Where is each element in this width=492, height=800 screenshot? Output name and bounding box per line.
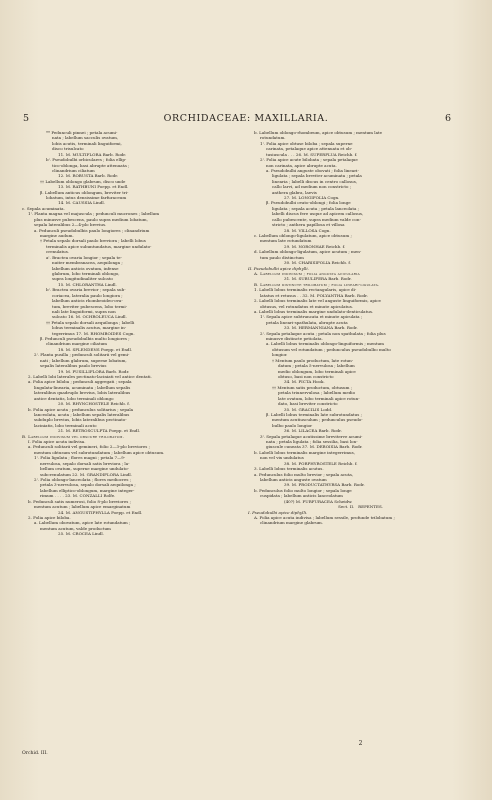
- text-line: β. Pseudobulbi ovato-oblongi ; folia longe: [266, 200, 351, 206]
- text-line: lanceolata, acuta ; labellum sepalis lateralibus: [34, 411, 130, 417]
- text-line: 12. M. ROBUSTA Barb. Rodr.: [58, 173, 118, 179]
- text-line: nata ; petala ligulata ; folia sessilia, basi lon-: [266, 439, 358, 445]
- text-line: tusiuscula . . . 26. M. SUPERFLUA Reichb. f.: [266, 151, 358, 157]
- text-line: mentum acutum ; labellum apice emarginatum: [34, 504, 131, 510]
- text-line: terminalis apice subuntundatus, margine undulato-: [46, 243, 152, 249]
- text-line: II. Pseudobulbi apice diphylli.: [248, 265, 309, 271]
- text-line: 1'. Folia ligulata ; flores magni ; petala 7—9-: [34, 455, 126, 461]
- text-line: b. Labelli lobus terminalis margine integerrimus,: [254, 449, 356, 455]
- text-line: 21. M. RETROSCULPTA Poepp. et Endl.: [58, 428, 141, 434]
- text-line: 15. M. CHLORANTHA Lindl.: [58, 281, 117, 287]
- text-line: non vel vix undulatus: [260, 455, 304, 461]
- text-line: a. Pedunculi pseudobulbis paulo longiores ; clinandrium: [34, 227, 150, 233]
- text-line: petala triunervulosa ; labellum medio: [278, 390, 356, 396]
- text-line: plus minusve pubescens, paulo supra medium lobatum,: [34, 216, 148, 222]
- text-line: mentum acutum, valde productum: [40, 525, 111, 531]
- text-line: b. Folia apice acuta ; pedunculus solitarius ; sepala: [28, 406, 134, 412]
- text-line: A. Labellum indivisum ; folia angusta acicularia: [254, 270, 360, 276]
- text-line: laciniatis, lobo terminali acuto: [34, 422, 97, 428]
- text-line: 2. Folia apice biloba.: [28, 514, 71, 520]
- signature-mark: Orchid. III.: [22, 751, 48, 756]
- text-line: clinandrium margine glabrum.: [260, 520, 323, 526]
- text-line: tegerrimus 17. M. RHOMBOIDES Cogn.: [52, 330, 135, 336]
- text-line: 38. M. PORPHYROSTELE Reichb. f.: [284, 460, 358, 466]
- text-line: 1'. Sepala apice subtruncata et minute apiculata ;: [260, 314, 363, 320]
- text-line: medio oblongum, lobo terminali apice: [278, 368, 356, 374]
- text-line: 19. M. PUSILLIFLORA Barb. Rodr.: [58, 368, 130, 374]
- text-line: a. Labelli lobus terminalis margine undulato-denticulatus.: [254, 308, 374, 314]
- text-line: nali late linguiformi, supra non: [52, 308, 116, 314]
- text-line: β. Labelli lobus terminalis late subrotundatus ;: [266, 411, 362, 417]
- text-line: labellum anticis rhombeoideo-ova-: [52, 298, 123, 304]
- text-line: non carinata, apice abrupte acuta.: [266, 162, 337, 168]
- text-line: c. Sepala acuminata.: [22, 205, 65, 211]
- text-line: obtusus, vel rotundatus et minute apiculatus.: [260, 303, 354, 309]
- text-line: coriacea, lateralia paulo longiora ;: [52, 292, 123, 298]
- text-line: petala 3-nervulosa, sepalo dorsali aequilonga ;: [40, 482, 136, 488]
- text-line: labellum elliptico-oblongum, margine integer-: [40, 487, 135, 493]
- text-line: 34. M. PICTA Hook.: [284, 379, 325, 385]
- text-line: sepalis lateralibus paulo brevius: [40, 363, 107, 369]
- text-line: 36. M. LILACEA Barb. Rodr.: [284, 428, 342, 434]
- text-line: callo larvi, ad medium non constricto ;: [272, 184, 352, 190]
- text-line: Sect. II. REPENTES.: [338, 504, 383, 510]
- text-line: b'. Bractea ovaria brevior ; sepala sub-: [46, 287, 126, 293]
- left-text-column: [22, 130, 247, 780]
- text-line: labellum anticis anguste ovatum: [260, 477, 327, 482]
- text-line: sulcato 16. M. OCHROLEUCA Lindl.: [52, 314, 127, 320]
- text-line: ligulata ; sepala breviter acuminata ; petala: [272, 173, 362, 179]
- text-line: I. Folia apice acuta indivisa.: [28, 439, 86, 445]
- text-line: 25. M. CROCEA Lindl.: [58, 531, 104, 537]
- text-line: 14. M. CAUSSIA Lindl.: [58, 200, 105, 206]
- text-line: minusve distincte petiolata.: [266, 336, 323, 342]
- text-line: a. Pedunculus folio multo brevior ; sepala acuta,: [254, 471, 354, 477]
- text-line: margine audum.: [40, 233, 74, 239]
- text-line: I. Pseudobulbi apice diphylli.: [248, 509, 308, 515]
- text-line: nata ; labellum sacculis ovatum,: [52, 135, 119, 141]
- text-line: anthera glabra, laevis: [272, 189, 317, 195]
- text-line: subduplo brevius, lobis lateralibus pectinato-: [34, 417, 127, 423]
- text-line: ligulata ; sepala acuta ; petala lanceolata ;: [272, 205, 360, 211]
- text-line: 1'. Planta magna vel majuscula ; pedunculi mucrones ; labellum: [28, 211, 160, 217]
- text-line: 27. M. LONGIFOLIA Cogn.: [284, 195, 340, 201]
- text-line: β. Labellum anticus oblongum, breviter tri-: [40, 189, 129, 195]
- text-line: 2'. Sepala petalaque acuta ; petala non spathulata ; folia plus: [260, 330, 386, 336]
- text-line: a. Pseudobulbi anguste obovati ; folia lineari-: [266, 167, 359, 173]
- text-line: lobis acutis, terminali linguiformi,: [52, 140, 122, 146]
- text-line: rimum . . . . 23. M. CONZALLI Rolfe.: [40, 493, 116, 499]
- text-line: mentum obtusum vel subrotundatum ; labellum apice obtusum.: [34, 449, 165, 455]
- text-line: linearia ; labelli discus in centro callosus,: [272, 178, 358, 184]
- text-line: lobus terminalis acutus, margine in-: [52, 325, 127, 331]
- text-line: ** Pedunculi pinnei ; petala acumi-: [46, 130, 118, 135]
- text-line: clinandrium ciliatum: [52, 167, 95, 173]
- text-line: glabrum, lobo terminali oblongo,: [52, 270, 120, 276]
- text-line: crenulatus.: [46, 249, 70, 255]
- text-line: giuscule cuneata 37. M. DEBOISIA Barb. Rodr.: [266, 444, 363, 450]
- text-line: lobatum, intus densissime farfuraceum: [46, 195, 127, 201]
- text-line: obtusum vel rotundatum ; pedunculus pseudobulbo multo: [272, 346, 391, 352]
- text-line: mentum late rotundatum: [260, 238, 312, 244]
- text-line: rotundatum.: [260, 135, 286, 141]
- text-line: a'. Bractea ovaria longior ; sepala te-: [46, 254, 122, 260]
- text-line: supra longitudinaliter sulcato: [52, 276, 113, 282]
- text-line: labelli discus fere usque ad apicem callosus,: [272, 211, 364, 217]
- text-line: 2. Labelli lobi laterales pectinato-laciniati vel antice dentati.: [28, 373, 152, 379]
- text-line: †† Mentum satis productum, obtusum ;: [272, 384, 353, 390]
- footer-page-number: 2: [358, 740, 363, 747]
- text-line: 11. M. MULTIFLORA Barb. Rodr.: [58, 151, 127, 157]
- text-line: dato, basi breviter constricto: [278, 401, 338, 407]
- text-line: (40?) M. FURFURACEA Scheidw.: [284, 498, 353, 504]
- text-line: 2'. Planta pusilla ; pedunculi solitarii vel gemi-: [34, 352, 130, 358]
- text-line: 2'. Folia apice acute bilobata ; sepala petalaque: [260, 157, 358, 163]
- text-line: bellum ovatum, superne margine undulato-: [40, 466, 129, 472]
- text-line: petala lineari-spathulata, abrupte acuta: [266, 319, 348, 325]
- text-line: β. Pedunculi pseudobulbis multo longiores ;: [40, 336, 130, 342]
- right-page-number: 6: [445, 113, 452, 124]
- text-line: 18. M. SPLENDENS Poepp. et Endl.: [58, 346, 133, 352]
- text-line: a. Pedunculi solitarii vel gemineri, folio 2—3-plo breviores ;: [28, 444, 151, 450]
- text-line: datum ; petala 5-nervulosa ; labellum: [278, 363, 355, 369]
- text-line: 28. M. VILLOSA Cogn.: [284, 227, 331, 233]
- text-line: disco trisulcato: [52, 146, 84, 152]
- text-line: 30. M. CHARISIFOLIA Reichb. f.: [284, 260, 352, 266]
- text-line: longior.: [272, 352, 288, 358]
- text-line: mentum acutiusculum ; pedunculus pseudo-: [272, 417, 363, 423]
- text-line: nervulosa, sepalo dorsali satis breviora ; la-: [40, 460, 130, 466]
- text-line: A. Folia apice acuta indivisa ; labellum sessile, profunde trilobatum ;: [254, 514, 395, 520]
- text-line: subcrenulatum 22. M. GRANDIFLORA Lindl.: [40, 471, 132, 477]
- text-line: antice dentatis, lobo terminali oblongo: [34, 395, 114, 401]
- text-line: tico-oblonga, basi abrupte attenuata ;: [52, 162, 130, 168]
- text-line: B. Labellum indivisum vel obscure trilobatum.: [22, 433, 125, 439]
- text-line: 1. Labelli lobus terminalis rectangularis, apice di-: [254, 287, 357, 293]
- text-line: 24. M. ANGUSTIPHYLLA Poepp. et Endl.: [58, 509, 143, 515]
- text-line: nuiter membranacea, aequilonga ;: [52, 260, 123, 266]
- running-title: ORCHIDACEAE: MAXILLARIA.: [163, 113, 329, 124]
- text-line: 13. M. RATHBUNI Poepp. et Endl.: [58, 184, 129, 190]
- text-line: 31. M. SUBULIFERA Barb. Rodr.: [284, 276, 352, 282]
- text-line: †† Petala sepalo dorsali aequilonga ; labelli: [46, 319, 135, 325]
- text-line: 39. M. PRODUCTATHYRSA Barb. Rodr.: [284, 482, 365, 488]
- text-line: 29. M. NORONHAE Reichb. f.: [284, 243, 346, 249]
- text-line: cuspidata ; labellum anticis lanceolatum: [260, 493, 343, 499]
- text-line: a. Folia apice biloba ; pedunculi aggregati ; sepala: [28, 379, 132, 385]
- text-line: 2. Labelli lobus terminalis late vel anguste linguiformis, apice: [254, 298, 381, 304]
- text-line: bulbo paulo longior: [272, 422, 313, 428]
- text-line: a. Labellum obovatum, apice late rotundatum ;: [34, 520, 131, 526]
- text-line: stricto ; anthera papillosa et villosa: [272, 222, 345, 228]
- page-header: [0, 113, 492, 127]
- text-line: 2'. Folia oblongo-lanceolata ; flores mediocres ;: [34, 477, 132, 482]
- text-line: sepala lateralibus 2—4-plo brevius.: [34, 222, 107, 228]
- text-line: 3. Labelli lobus terminalis acutus.: [254, 466, 324, 472]
- text-line: nati ; labellum glabrum, superne lobatum,: [40, 357, 127, 363]
- text-line: a. Labelli lobus terminalis oblongo-linguiformis ; mentum: [266, 341, 384, 347]
- text-line: b. Pedunculus folio multo longior ; sepala longe: [254, 487, 352, 493]
- text-line: 1'. Folia apice obtuse biloba ; sepala superne: [260, 140, 353, 146]
- text-line: lingulata-linearia, acuminata ; labellum sepalis: [34, 384, 131, 390]
- text-line: B. Labellum distincte trilobatum ; folia lineari-ligulata.: [254, 281, 380, 287]
- text-line: † Mentum paulo productum, late rotun-: [272, 357, 354, 363]
- text-line: b. Labellum oblongo-rhombeum, apice obtusum ; mentum late: [254, 130, 383, 135]
- text-line: 33. M. HERMANNIANA Barb. Rodr.: [284, 325, 358, 331]
- text-line: b'. Pseudobulbi orbiculares ; folia ellip-: [46, 157, 127, 163]
- text-line: callo pubescente, supra medium valde con-: [272, 216, 361, 222]
- text-line: 3'. Sepala petalaque acutissime breviterve acumi-: [260, 433, 363, 439]
- text-line: 20. M. RHYNCHOSTELE Reichb. f.: [58, 401, 130, 407]
- text-line: latatus et retusus . . 32. M. POLYANTHA Barb. Rodr.: [260, 292, 368, 298]
- text-line: carinata, petalaque apice attenuata et ob-: [266, 146, 353, 152]
- text-line: clinandrium margine ciliatum: [46, 341, 108, 347]
- right-text-column: [248, 130, 473, 780]
- text-line: tum, breviter pubescens, lobo termi-: [52, 303, 128, 309]
- text-line: 35. M. GRACILIS Lodd.: [284, 406, 333, 412]
- left-page-number: 5: [23, 113, 30, 124]
- text-line: lateralibus quadruplo brevius, lobis lateralibus: [34, 390, 131, 396]
- text-line: †† Labellum oblongo glabrum, disco unde: [40, 178, 126, 184]
- text-line: obtuso, basi non constricto: [278, 373, 334, 379]
- text-line: † Petala sepalo dorsali paulo breviora ; labelli lobus: [40, 238, 146, 244]
- text-line: b. Pedunculi satis numerosi, folio 8-plo breviores ;: [28, 498, 131, 504]
- text-line: d. Labellum oblongo-ligulatum, apice acutum ; men-: [254, 249, 362, 255]
- text-line: c. Labellum oblongo-ligulatum, apice obtusum ;: [254, 233, 352, 239]
- text-line: tum paulo distinctum: [260, 254, 304, 260]
- text-line: labellum anticis ovatum, infense: [52, 265, 119, 271]
- text-line: late ovatum, lobo terminali apice rotun-: [278, 395, 360, 401]
